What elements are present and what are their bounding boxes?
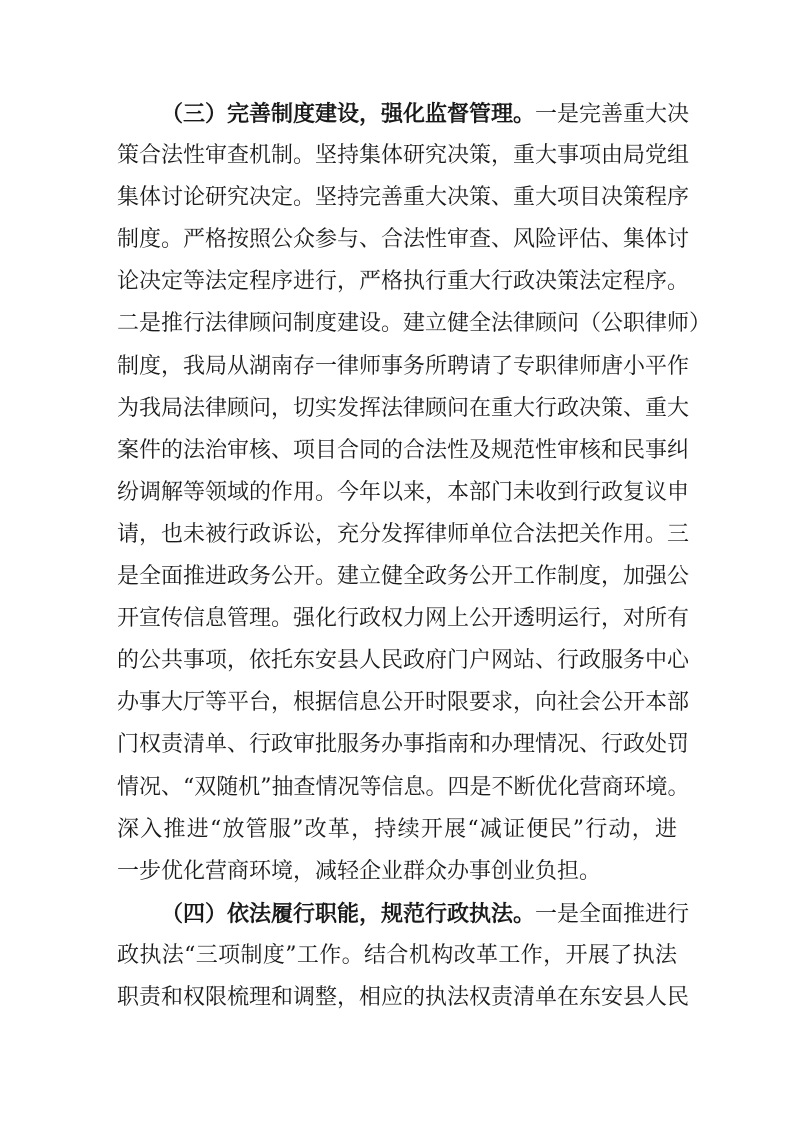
paragraph-line: 开宣传信息管理。强化行政权力网上公开透明运行，对所有	[117, 606, 690, 632]
paragraph-text: 一是全面推进行	[535, 901, 690, 927]
paragraph-line	[117, 893, 690, 935]
paragraph-line: 策合法性审查机制。坚持集体研究决策，重大事项由局党组	[117, 143, 690, 169]
paragraph-line: 的公共事项，依托东安县人民政府门户网站、行政服务中心	[117, 648, 690, 674]
paragraph-line: 情况、“双随机”抽查情况等信息。四是不断优化营商环境。	[117, 774, 690, 800]
paragraph-line: 制度。严格按照公众参与、合法性审查、风险评估、集体讨	[117, 227, 690, 253]
paragraph-line: 办事大厅等平台，根据信息公开时限要求，向社会公开本部	[117, 690, 690, 716]
paragraph-line	[117, 93, 690, 135]
paragraph-line: 政执法“三项制度”工作。结合机构改革工作，开展了执法	[117, 942, 677, 968]
paragraph-line: 案件的法治审核、项目合同的合法性及规范性审核和民事纠	[117, 437, 690, 463]
paragraph-text: 一是完善重大决	[535, 102, 690, 127]
paragraph-line: 纷调解等领域的作用。今年以来，本部门未收到行政复议申	[117, 479, 690, 505]
paragraph-line: 制度，我局从湖南存一律师事务所聘请了专职律师唐小平作	[117, 353, 690, 379]
paragraph-line: 集体讨论研究决定。坚持完善重大决策、重大项目决策程序	[117, 185, 690, 211]
section-heading: （四）依法履行职能，规范行政执法。	[161, 900, 536, 927]
paragraph-line: 深入推进“放管服”改革，持续开展“减证便民”行动，进	[117, 816, 677, 842]
paragraph-line: 是全面推进政务公开。建立健全政务公开工作制度，加强公	[117, 564, 690, 590]
paragraph-line: 为我局法律顾问，切实发挥法律顾问在重大行政决策、重大	[117, 395, 690, 421]
paragraph-line: 门权责清单、行政审批服务办事指南和办理情况、行政处罚	[117, 732, 690, 758]
paragraph-line: 职责和权限梳理和调整，相应的执法权责清单在东安县人民	[117, 984, 690, 1010]
paragraph-line: 一步优化营商环境，减轻企业群众办事创业负担。	[117, 858, 602, 884]
document-body	[117, 93, 712, 1019]
paragraph-line: 论决定等法定程序进行，严格执行重大行政决策法定程序。	[117, 269, 690, 295]
paragraph-line: 请，也未被行政诉讼，充分发挥律师单位合法把关作用。三	[117, 521, 690, 547]
section-heading: （三）完善制度建设，强化监督管理。	[161, 101, 536, 127]
paragraph-line: 二是推行法律顾问制度建设。建立健全法律顾问（公职律师）	[117, 311, 712, 337]
